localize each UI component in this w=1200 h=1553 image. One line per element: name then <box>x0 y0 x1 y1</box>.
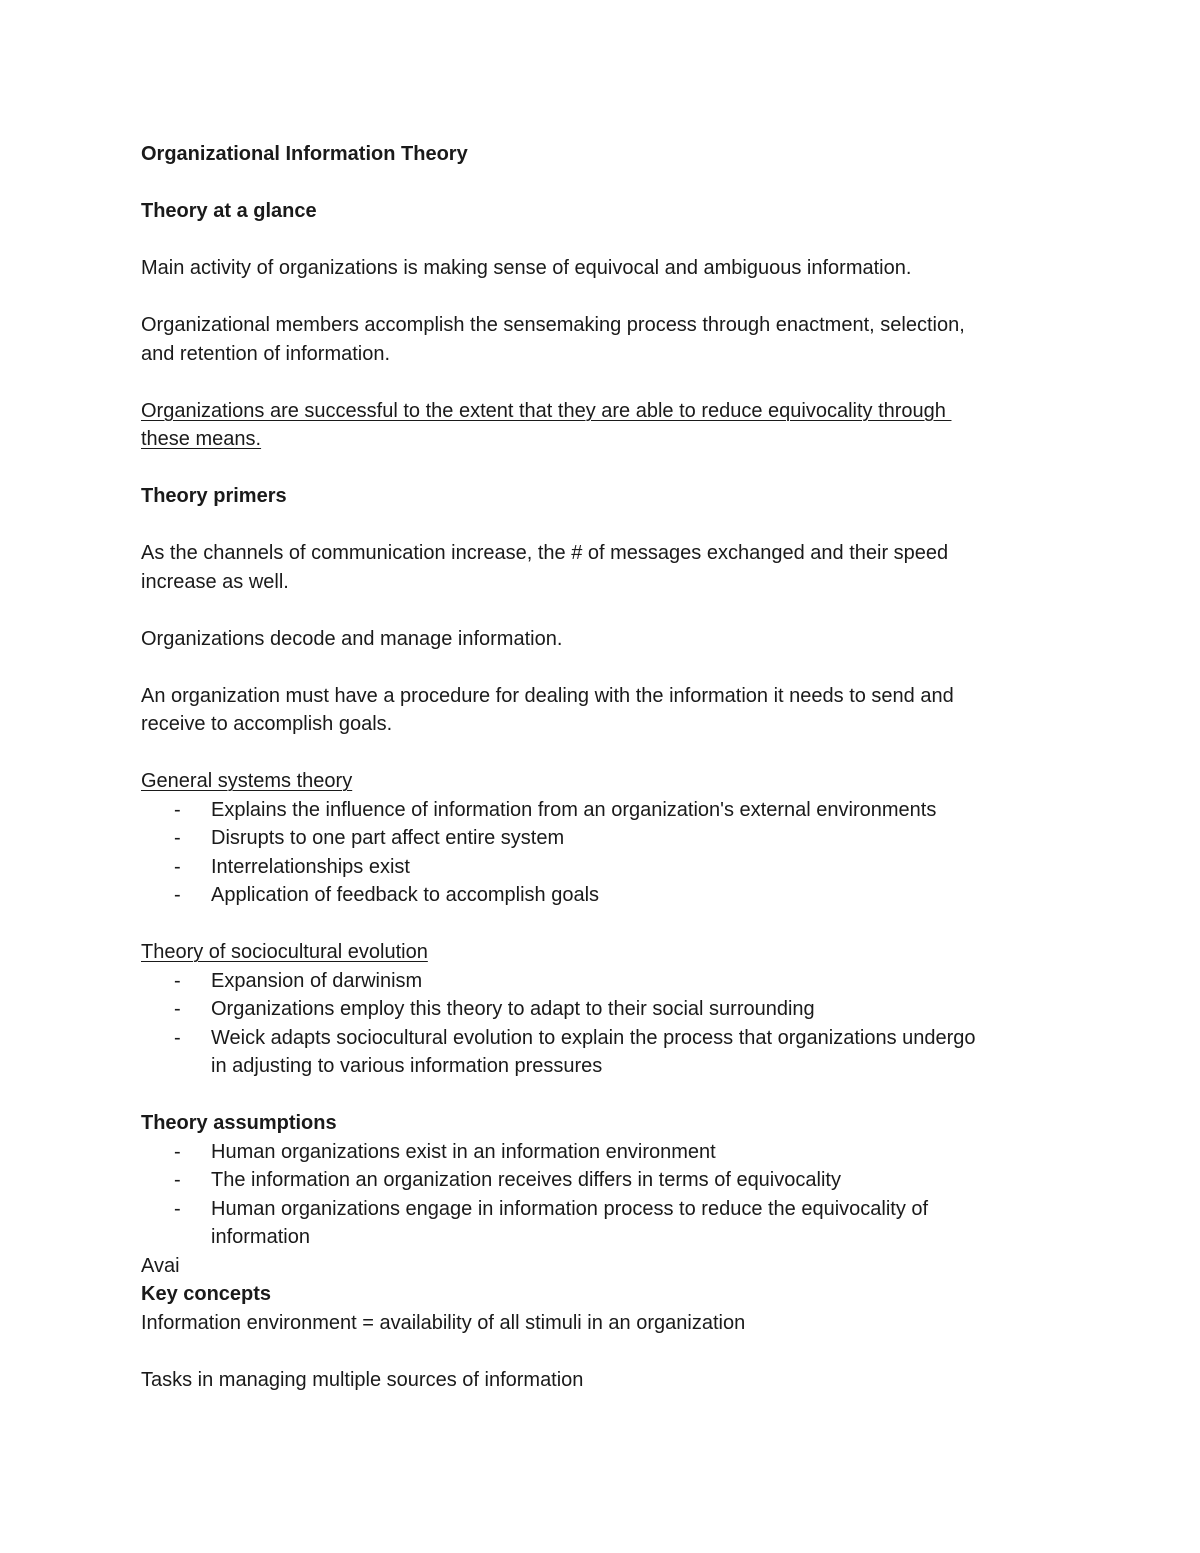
list-item-text: Disrupts to one part affect entire system <box>211 827 565 849</box>
list-item-text: Expansion of darwinism <box>211 969 423 992</box>
list-item <box>141 1166 1041 1195</box>
list-item-text: Organizations employ this theory to adapt to their social surrounding <box>211 998 815 1020</box>
paragraph: Main activity of organizations is making sense of equivocal and ambiguous information. <box>141 257 912 279</box>
bullet-dash: - <box>174 1169 181 1191</box>
heading-theory-primers: Theory primers <box>141 485 287 507</box>
spacer <box>141 368 1041 397</box>
assumptions-list <box>141 1138 1041 1252</box>
list-item-continuation <box>141 1052 1041 1081</box>
spacer <box>141 511 1041 540</box>
spacer <box>141 226 1041 255</box>
list-item-text: Application of feedback to accomplish goals <box>211 884 600 906</box>
underlined-line: these means. <box>141 428 262 450</box>
list-item-text: Human organizations exist in an information environment <box>211 1140 716 1163</box>
general-systems-list <box>141 796 1041 910</box>
list-item-text: information <box>211 1226 310 1248</box>
spacer <box>141 454 1041 483</box>
list-item <box>141 967 1041 996</box>
spacer <box>141 596 1041 625</box>
list-item-text: Human organizations engage in information process to reduce the equivocality of <box>211 1197 929 1220</box>
spacer <box>141 910 1041 939</box>
document-title: Organizational Information Theory <box>141 143 468 165</box>
paragraph-line: receive to accomplish goals. <box>141 713 393 735</box>
list-item <box>141 824 1041 853</box>
paragraph-line: and retention of information. <box>141 342 391 365</box>
list-item <box>141 881 1041 910</box>
paragraph-line: Organizational members accomplish the sensemaking process through enactment, selection, <box>141 314 965 336</box>
paragraph: Organizations decode and manage information. <box>141 627 563 650</box>
document-page <box>141 140 1041 1394</box>
sociocultural-list <box>141 967 1041 1081</box>
list-item-text: Explains the influence of information from an organization's external environments <box>211 798 937 821</box>
bullet-dash: - <box>174 884 181 906</box>
list-item-text: Interrelationships exist <box>211 855 410 878</box>
paragraph-line: increase as well. <box>141 570 289 593</box>
bullet-dash: - <box>174 1026 181 1049</box>
paragraph-line: An organization must have a procedure for dealing with the information it needs to send and <box>141 684 954 707</box>
bullet-dash: - <box>174 1197 181 1220</box>
paragraph: Information environment = availability of all stimuli in an organization <box>141 1311 746 1334</box>
subheading-sociocultural-evolution: Theory of sociocultural evolution <box>141 941 428 963</box>
list-item <box>141 995 1041 1024</box>
list-item-text: Weick adapts sociocultural evolution to explain the process that organizations undergo <box>211 1026 976 1049</box>
bullet-dash: - <box>174 827 181 849</box>
bullet-dash: - <box>174 798 181 821</box>
heading-theory-assumptions: Theory assumptions <box>141 1112 337 1134</box>
list-item <box>141 1195 1041 1224</box>
spacer <box>141 739 1041 768</box>
bullet-dash: - <box>174 1140 181 1163</box>
underlined-line: Organizations are successful to the extent that they are able to reduce equivocality through <box>141 399 952 422</box>
stray-text: Avai <box>141 1254 180 1277</box>
subheading-general-systems: General systems theory <box>141 770 353 792</box>
list-item <box>141 1138 1041 1167</box>
spacer <box>141 1081 1041 1110</box>
heading-key-concepts: Key concepts <box>141 1283 272 1305</box>
paragraph: Tasks in managing multiple sources of information <box>141 1368 584 1391</box>
list-item <box>141 1024 1041 1053</box>
bullet-dash: - <box>174 855 181 878</box>
list-item-continuation <box>141 1223 1041 1252</box>
list-item-text: in adjusting to various information pressures <box>211 1055 603 1077</box>
heading-at-a-glance: Theory at a glance <box>141 200 317 222</box>
list-item <box>141 853 1041 882</box>
bullet-dash: - <box>174 998 181 1020</box>
spacer <box>141 1337 1041 1366</box>
paragraph-line: As the channels of communication increase, the # of messages exchanged and their speed <box>141 542 949 564</box>
spacer <box>141 169 1041 198</box>
bullet-dash: - <box>174 969 181 992</box>
list-item-text: The information an organization receives differs in terms of equivocality <box>211 1169 841 1191</box>
spacer <box>141 653 1041 682</box>
spacer <box>141 283 1041 312</box>
list-item <box>141 796 1041 825</box>
